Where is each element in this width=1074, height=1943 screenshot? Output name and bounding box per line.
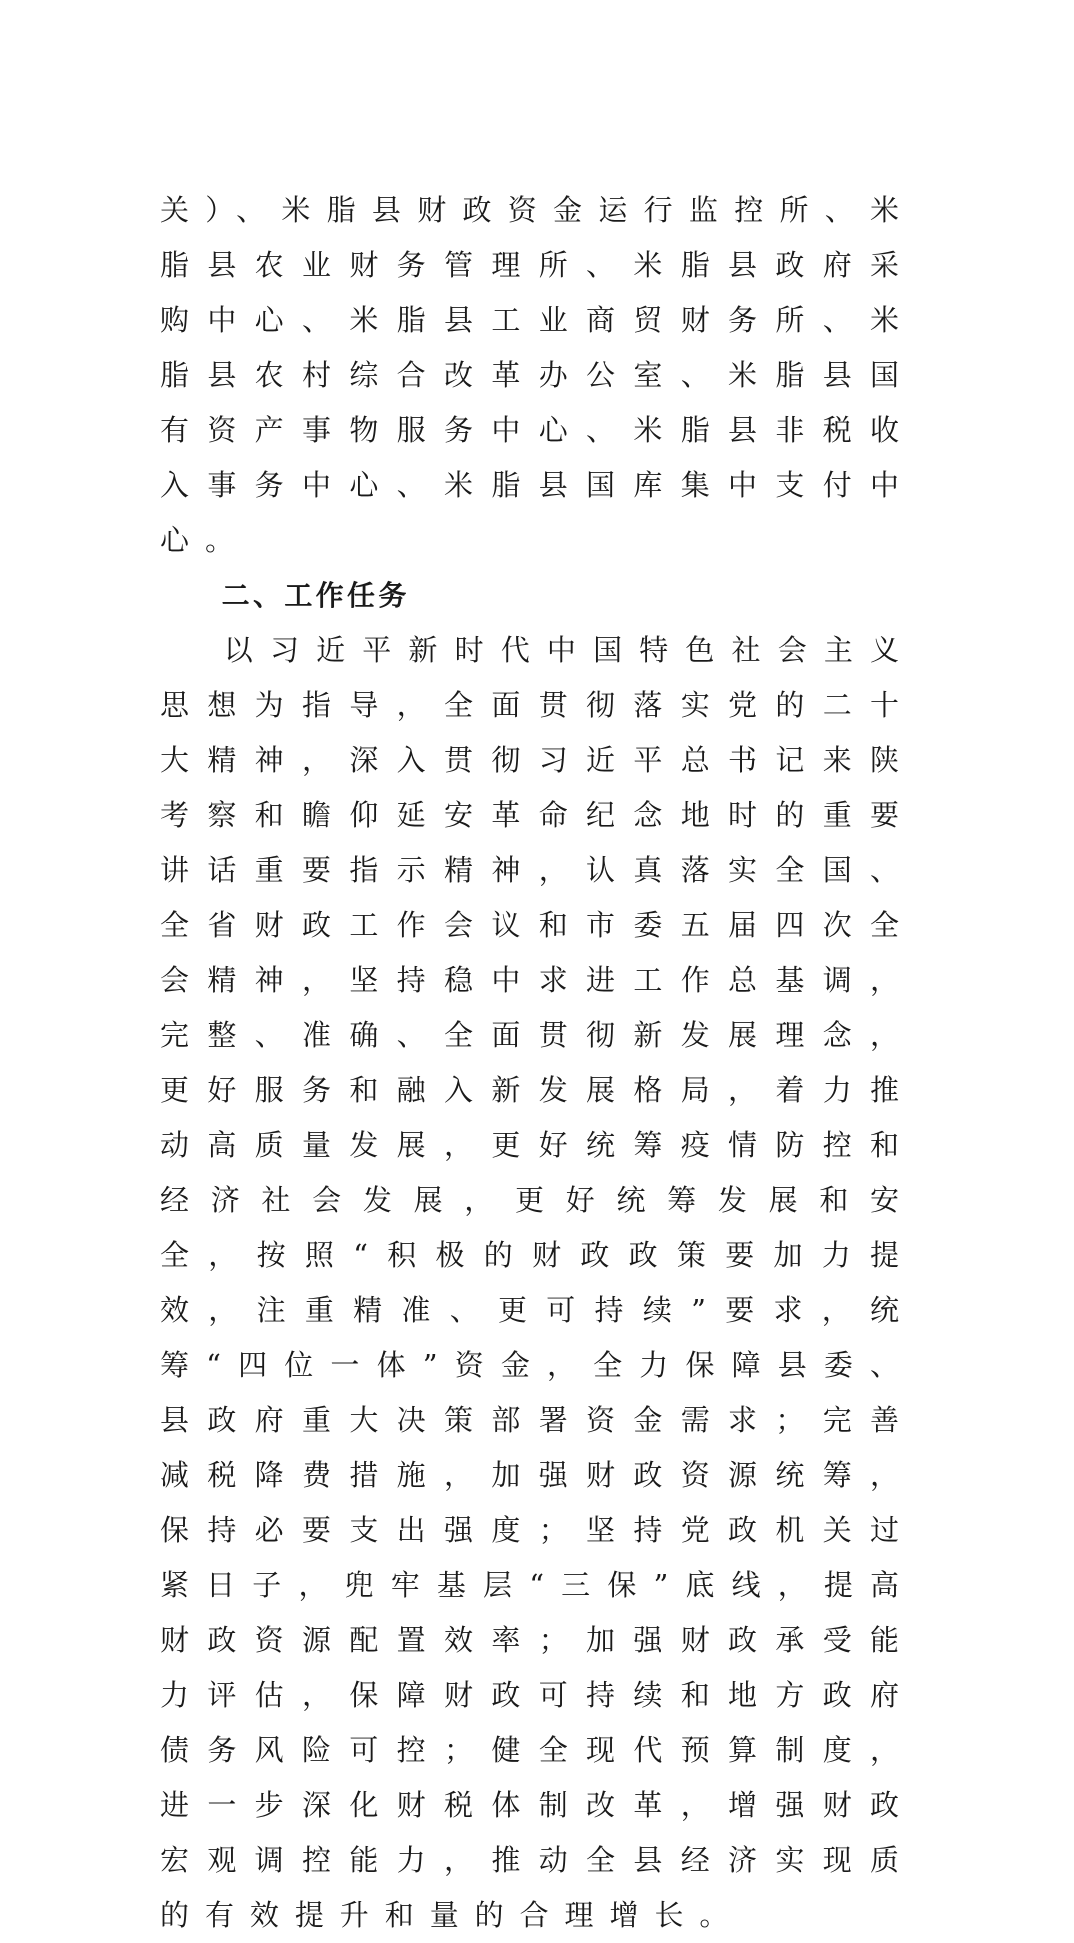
paragraph-continued-unit-list: 关）、米脂县财政资金运行监控所、米脂县农业财务管理所、米脂县政府采购中心、米脂县工业商贸财务所、米脂县农村综合改革办公室、米脂县国有资产事物服务中心、米脂县非税收入事务中心、米脂县国库集中支付中心。 [160, 193, 915, 557]
document-body [160, 183, 915, 1943]
paragraph-work-tasks: 以习近平新时代中国特色社会主义思想为指导，全面贯彻落实党的二十大精神，深入贯彻习近平总书记来陕考察和瞻仰延安革命纪念地时的重要讲话重要指示精神，认真落实全国、全省财政工作会议和市委五届四次全会精神，坚持稳中求进工作总基调，完整、准确、全面贯彻新发展理念，更好服务和融入新发展格局，着力推动高质量发展，更好统筹疫情防控和经济社会发展，更好统筹发展和安全，按照“积极的财政政策要加力提效，注重精准、更可持续”要求，统筹“四位一体”资金，全力保障县委、县政府重大决策部署资金需求；完善减税降费措施，加强财政资源统筹，保持必要支出强度；坚持党政机关过紧日子，兜牢基层“三保”底线，提高财政资源配置效率；加强财政承受能力评估，保障财政可持续和地方政府债务风险可控；健全现代预算制度，进一步深化财税体制改革，增强财政宏观调控能力，推动全县经济实现质的有效提升和量的合理增长。 [160, 633, 915, 1932]
section-heading-work-tasks: 二、工作任务 [221, 579, 410, 612]
